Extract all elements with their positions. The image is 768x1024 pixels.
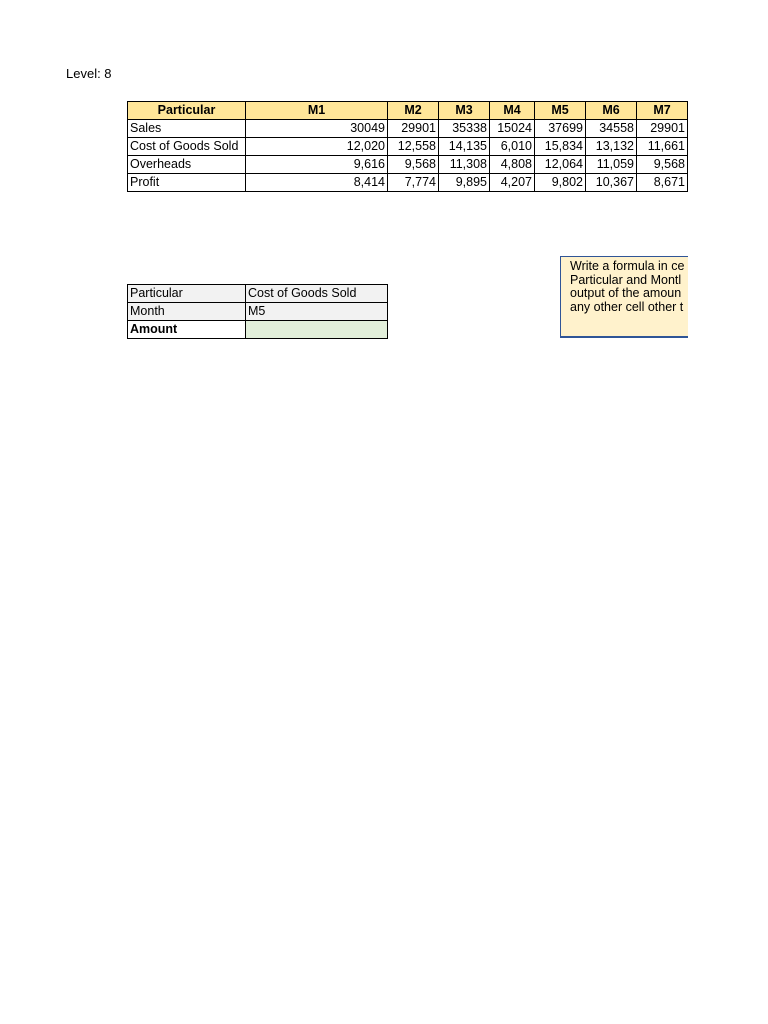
data-table: [127, 101, 688, 192]
value-cell[interactable]: 8,414: [246, 174, 388, 192]
value-cell[interactable]: 29901: [637, 120, 688, 138]
particular-label-cell[interactable]: Particular: [128, 285, 246, 303]
value-cell[interactable]: 37699: [535, 120, 586, 138]
table-header-row: [128, 102, 688, 120]
lookup-row-amount: [128, 321, 388, 339]
value-cell[interactable]: 9,802: [535, 174, 586, 192]
table-row-profit: [128, 174, 688, 192]
value-cell[interactable]: 9,568: [637, 156, 688, 174]
month-value-cell[interactable]: M5: [246, 303, 388, 321]
particular-value-cell[interactable]: Cost of Goods Sold: [246, 285, 388, 303]
value-cell[interactable]: 15024: [490, 120, 535, 138]
value-cell[interactable]: 11,059: [586, 156, 637, 174]
note-line: any other cell other t: [570, 299, 684, 314]
value-cell[interactable]: 7,774: [388, 174, 439, 192]
row-label-cell[interactable]: Sales: [128, 120, 246, 138]
header-cell-m3[interactable]: M3: [439, 102, 490, 120]
instruction-note-text: [570, 260, 688, 314]
row-label-cell[interactable]: Profit: [128, 174, 246, 192]
value-cell[interactable]: 15,834: [535, 138, 586, 156]
value-cell[interactable]: 34558: [586, 120, 637, 138]
level-label: Level: 8: [66, 66, 112, 81]
lookup-row-particular: [128, 285, 388, 303]
table-row-sales: [128, 120, 688, 138]
value-cell[interactable]: 12,020: [246, 138, 388, 156]
header-cell-m2[interactable]: M2: [388, 102, 439, 120]
value-cell[interactable]: 12,558: [388, 138, 439, 156]
value-cell[interactable]: 11,308: [439, 156, 490, 174]
header-cell-m5[interactable]: M5: [535, 102, 586, 120]
note-line: Particular and Montl: [570, 272, 682, 287]
header-cell-m4[interactable]: M4: [490, 102, 535, 120]
table-row-cogs: [128, 138, 688, 156]
note-line: Write a formula in ce: [570, 259, 685, 273]
amount-label-cell[interactable]: Amount: [128, 321, 246, 339]
value-cell[interactable]: 10,367: [586, 174, 637, 192]
lookup-row-month: [128, 303, 388, 321]
value-cell[interactable]: 6,010: [490, 138, 535, 156]
amount-answer-cell[interactable]: [246, 321, 388, 339]
header-cell-particular[interactable]: Particular: [128, 102, 246, 120]
value-cell[interactable]: 4,207: [490, 174, 535, 192]
value-cell[interactable]: 9,568: [388, 156, 439, 174]
value-cell[interactable]: 14,135: [439, 138, 490, 156]
row-label-cell[interactable]: Overheads: [128, 156, 246, 174]
row-label-cell[interactable]: Cost of Goods Sold: [128, 138, 246, 156]
note-line: output of the amoun: [570, 286, 682, 300]
lookup-table: [127, 284, 388, 339]
header-cell-m7[interactable]: M7: [637, 102, 688, 120]
month-label-cell[interactable]: Month: [128, 303, 246, 321]
header-cell-m6[interactable]: M6: [586, 102, 637, 120]
value-cell[interactable]: 13,132: [586, 138, 637, 156]
value-cell[interactable]: 11,661: [637, 138, 688, 156]
value-cell[interactable]: 12,064: [535, 156, 586, 174]
table-row-overheads: [128, 156, 688, 174]
value-cell[interactable]: 8,671: [637, 174, 688, 192]
instruction-note-box[interactable]: [560, 256, 688, 338]
value-cell[interactable]: 35338: [439, 120, 490, 138]
value-cell[interactable]: 9,895: [439, 174, 490, 192]
value-cell[interactable]: 30049: [246, 120, 388, 138]
value-cell[interactable]: 9,616: [246, 156, 388, 174]
value-cell[interactable]: 4,808: [490, 156, 535, 174]
value-cell[interactable]: 29901: [388, 120, 439, 138]
header-cell-m1[interactable]: M1: [246, 102, 388, 120]
